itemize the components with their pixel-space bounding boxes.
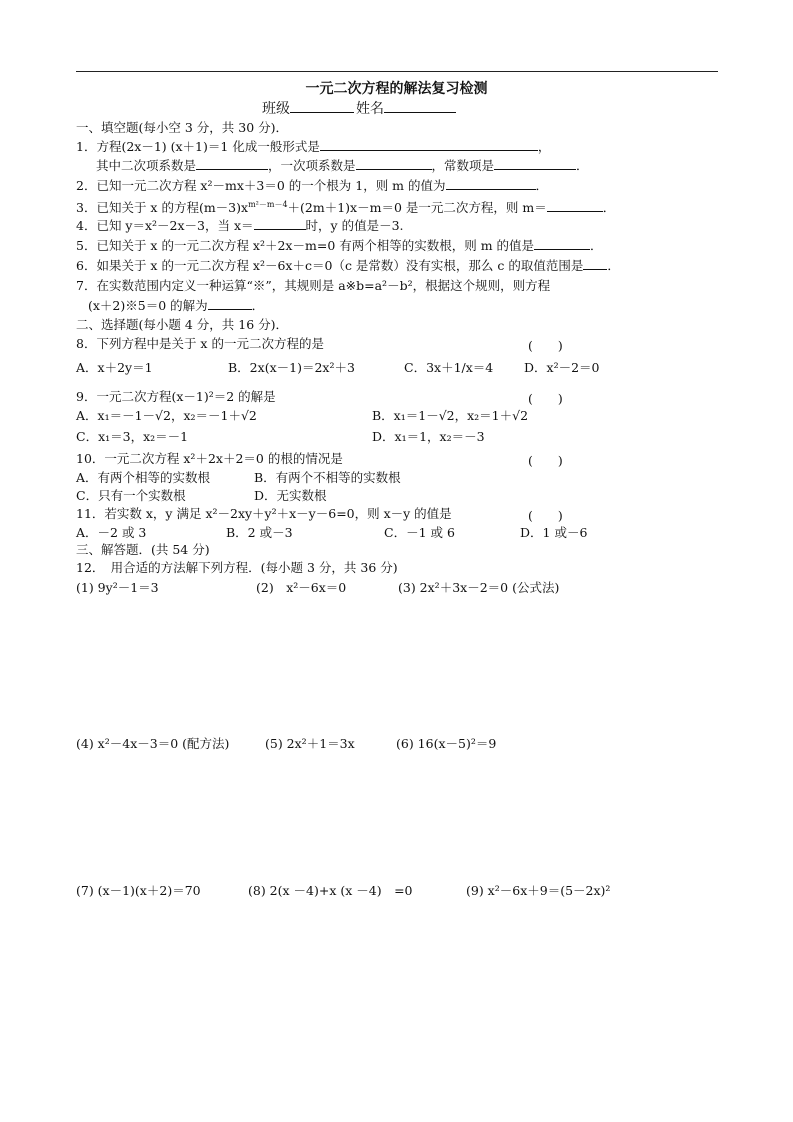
question-8: 8．下列方程中是关于 x 的一元二次方程的是 — [76, 336, 324, 351]
q10-option-d: D．无实数根 — [254, 488, 327, 503]
answer-blank — [208, 297, 252, 310]
question-5: 5．已知关于 x 的一元二次方程 x²＋2x－m=0 有两个相等的实数根，则 m 的值是 ． — [76, 238, 603, 253]
problem-8: (8) 2(x －4)+x (x －4) =0 — [248, 883, 413, 898]
question-1b-text3: ，常数项是 — [431, 158, 495, 173]
answer-blank — [583, 257, 607, 270]
name-field — [356, 98, 456, 118]
q9-option-c: C．x₁＝3，x₂＝－1 — [76, 429, 189, 444]
question-1b: 其中二次项系数是 ，一次项系数是 ，常数项是 ． — [96, 158, 589, 173]
question-4-text2: 时，y 的值是－3. — [305, 218, 404, 233]
top-rule — [76, 71, 718, 72]
question-10: 10．一元二次方程 x²＋2x＋2＝0 的根的情况是 — [76, 451, 343, 466]
question-6: 6．如果关于 x 的一元二次方程 x²－6x＋c＝0（c 是常数）没有实根，那么 c 的取值范围是 ． — [76, 258, 620, 273]
question-11: 11．若实数 x，y 满足 x²－2xy＋y²＋x－y－6=0，则 x－y 的值是 — [76, 506, 452, 521]
q9-option-b: B．x₁＝1－√2，x₂＝1＋√2 — [372, 408, 529, 423]
question-2-text: 2．已知一元二次方程 x²－mx＋3＝0 的一个根为 1，则 m 的值为 — [76, 178, 446, 193]
q11-option-b: B．2 或－3 — [226, 525, 293, 540]
problem-9: (9) x²－6x＋9＝(5－2x)² — [466, 883, 611, 898]
q8-option-a: A．x＋2y＝1 — [76, 360, 153, 375]
answer-blank — [494, 157, 576, 170]
problem-2: (2) x²－6x＝0 — [256, 580, 347, 595]
answer-blank — [534, 237, 590, 250]
question-3-text1: 3．已知关于 x 的方程(m－3)x — [76, 200, 249, 216]
problem-6: (6) 16(x－5)²＝9 — [396, 736, 497, 751]
class-blank — [290, 100, 354, 113]
answer-paren: ( ) — [528, 338, 563, 353]
question-1b-text1: 其中二次项系数是 — [96, 158, 197, 173]
q8-option-b: B．2x(x－1)＝2x²＋3 — [228, 360, 355, 375]
section2-heading: 二、选择题(每小题 4 分，共 16 分)． — [76, 317, 289, 332]
q10-option-b: B．有两个不相等的实数根 — [254, 470, 401, 485]
question-2: 2．已知一元二次方程 x²－mx＋3＝0 的一个根为 1，则 m 的值为 ． — [76, 178, 549, 193]
class-field — [262, 98, 354, 118]
question-7b: (x＋2)※5＝0 的解为 ． — [88, 298, 265, 313]
answer-blank — [356, 157, 432, 170]
q11-option-c: C．－1 或 6 — [384, 525, 455, 540]
answer-blank — [254, 217, 306, 230]
question-3-text2: ＋(2m＋1)x－m＝0 是一元二次方程，则 m＝ — [287, 200, 547, 216]
question-1a: 1．方程(2x－1) (x＋1)＝1 化成一般形式是 ， — [76, 139, 551, 154]
question-9: 9．一元二次方程(x－1)²＝2 的解是 — [76, 389, 276, 404]
question-3: 3．已知关于 x 的方程$(m-3)x^{m^2-m-4}+(2m+1)x-m=0$ 是一元二次方程，则 m＝ ． — [76, 200, 616, 216]
answer-paren: ( ) — [528, 391, 563, 406]
q10-option-c: C．只有一个实数根 — [76, 488, 186, 503]
question-4-text1: 4．已知 y＝x²－2x－3，当 x＝ — [76, 218, 254, 233]
name-blank — [384, 100, 456, 113]
question-12: 12． 用合适的方法解下列方程．(每小题 3 分，共 36 分) — [76, 560, 398, 575]
q10-option-a: A．有两个相等的实数根 — [76, 470, 211, 485]
q11-option-a: A．－2 或 3 — [76, 525, 147, 540]
section1-heading: 一、填空题(每小空 3 分，共 30 分)． — [76, 120, 289, 135]
problem-3: (3) 2x²＋3x－2＝0 (公式法) — [398, 580, 560, 595]
problem-4: (4) x²－4x－3＝0 (配方法) — [76, 736, 230, 751]
question-7b-text: (x＋2)※5＝0 的解为 — [88, 298, 208, 313]
name-label: 姓名 — [356, 101, 384, 117]
question-7a: 7．在实数范围内定义一种运算“※”，其规则是 a※b=a²－b²，根据这个规则，则方程 — [76, 278, 551, 293]
answer-paren: ( ) — [528, 453, 563, 468]
q8-option-d: D．x²－2＝0 — [524, 360, 600, 375]
section3-heading: 三、解答题．(共 54 分) — [76, 542, 210, 557]
question-6-text: 6．如果关于 x 的一元二次方程 x²－6x＋c＝0（c 是常数）没有实根，那么 c 的取值范围是 — [76, 258, 584, 273]
answer-blank — [196, 157, 268, 170]
answer-blank — [320, 138, 538, 151]
answer-blank — [547, 199, 603, 212]
problem-1: (1) 9y²－1＝3 — [76, 580, 159, 595]
answer-paren: ( ) — [528, 508, 563, 523]
problem-7: (7) (x－1)(x＋2)＝70 — [76, 883, 201, 898]
question-1b-text2: ，一次项系数是 — [268, 158, 356, 173]
page-title: 一元二次方程的解法复习检测 — [305, 81, 488, 97]
class-label: 班级 — [262, 101, 290, 117]
answer-blank — [446, 177, 536, 190]
q11-option-d: D．1 或－6 — [520, 525, 588, 540]
q8-option-c: C．3x＋1/x＝4 — [404, 360, 494, 375]
question-3-exponent: m²－m－4 — [248, 200, 288, 209]
q9-option-a: A．x₁＝－1－√2，x₂＝－1＋√2 — [76, 408, 257, 423]
question-4 — [76, 217, 404, 234]
problem-5: (5) 2x²＋1＝3x — [265, 736, 355, 751]
question-1a-text: 1．方程(2x－1) (x＋1)＝1 化成一般形式是 — [76, 139, 320, 154]
question-5-text: 5．已知关于 x 的一元二次方程 x²＋2x－m=0 有两个相等的实数根，则 m 的值是 — [76, 238, 535, 253]
q9-option-d: D．x₁＝1，x₂＝－3 — [372, 429, 485, 444]
